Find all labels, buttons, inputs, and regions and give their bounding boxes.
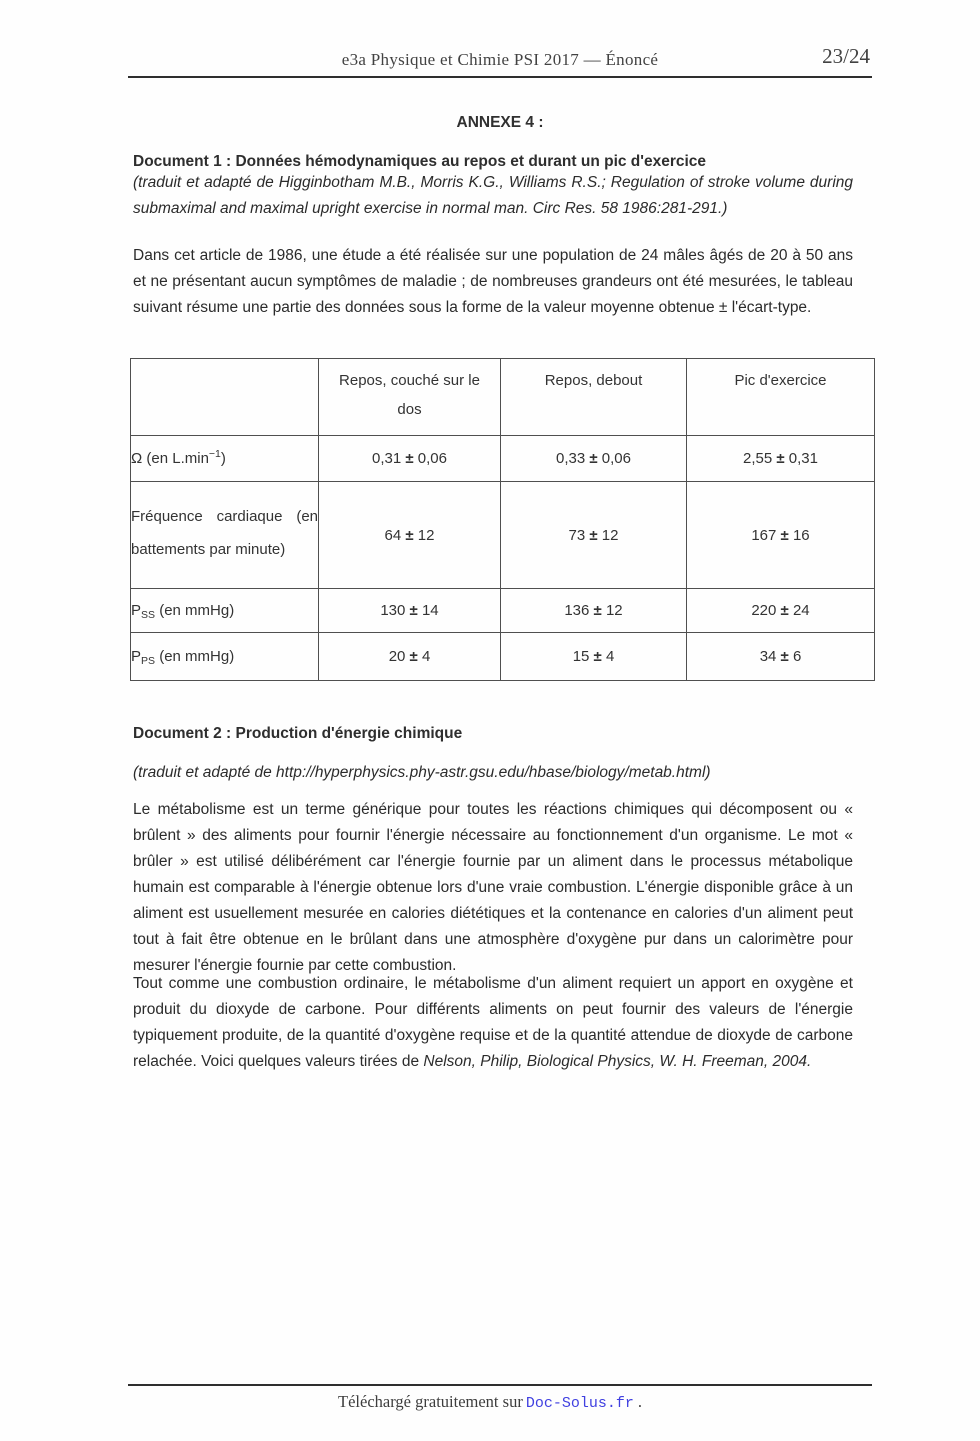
- table-value-cell: 136 ± 12: [501, 589, 687, 633]
- doc-solus-link[interactable]: Doc-Solus.fr: [525, 1395, 634, 1412]
- table-value-cell: 0,31 ± 0,06: [319, 436, 501, 482]
- table-value-cell: 0,33 ± 0,06: [501, 436, 687, 482]
- table-row: [131, 589, 875, 633]
- table-row-label-omega: Ω (en $L.\min^{-1}$): [131, 436, 319, 482]
- footer-prefix: Téléchargé gratuitement sur: [338, 1392, 523, 1411]
- doc1-heading: Document 1 : Données hémodynamiques au repos et durant un pic d'exercice: [133, 153, 707, 170]
- doc2-paragraph-1: Le métabolisme est un terme générique pour toutes les réactions chimiques qui décomposent ou « brûlent » des aliments pour fournir l'énergie nécessaire au fonctionnement d'un organisme. Le mot « brûler » est utilisé délibérément car l'énergie fournie par un aliment dans le processus métabolique humain est comparable à l'énergie obtenue lors d'une vraie combustion. L'énergie disponible grâce à un aliment est usuellement mesurée en calories diététiques et la contenance en calories d'un aliment peut tout à fait être obtenue en le brûlant dans une atmosphère d'oxygène pur dans un calorimètre pour mesurer l'énergie fournie par cette combustion.: [133, 801, 853, 974]
- table-corner-cell: [131, 359, 319, 436]
- table-row-label-pps: $P_{PS}$ (en mmHg): [131, 633, 319, 681]
- table-row-label-pss: $P_{SS}$ (en mmHg): [131, 589, 319, 633]
- annexe-title: ANNEXE 4 :: [456, 114, 544, 131]
- page-number: 23/24: [822, 44, 870, 68]
- page-header: [128, 0, 872, 80]
- header-rule: [128, 76, 872, 78]
- doc1-citation: (traduit et adapté de Higginbotham M.B., Morris K.G., Williams R.S.; Regulation of stroke volume during submaximal and maximal upright exercise in normal man. Circ Res. 58 1986:281-291.): [133, 174, 853, 217]
- footer-suffix: .: [637, 1392, 642, 1411]
- table-row: [131, 633, 875, 681]
- table-col-header-pic-exercice: Pic d'exercice: [687, 359, 875, 436]
- doc2-citation: (traduit et adapté de http://hyperphysics.phy-astr.gsu.edu/hbase/biology/metab.html): [133, 764, 711, 781]
- doc2-heading: Document 2 : Production d'énergie chimique: [133, 725, 463, 742]
- table-header-row: [131, 359, 875, 436]
- doc2-reference: Nelson, Philip, Biological Physics, W. H. Freeman, 2004.: [423, 1053, 812, 1070]
- page-footer: [0, 1392, 980, 1412]
- footer-rule: [128, 1384, 872, 1386]
- hemodynamics-table: [130, 358, 875, 681]
- table-value-cell: 167 ± 16: [687, 482, 875, 589]
- table-value-cell: 34 ± 6: [687, 633, 875, 681]
- doc2-paragraph-2: Tout comme une combustion ordinaire, le métabolisme d'un aliment requiert un apport en oxygène et produit du dioxyde de carbone. Pour différents aliments on peut fournir des valeurs de l'énergie typiquement produite, de la quantité d'oxygène requise et de la quantité attendue de dioxyde de carbone relachée. Voici quelques valeurs tirées de Nelson, Philip, Biological Physics, W. H. Freeman, 2004.: [133, 975, 853, 1070]
- table-row: [131, 436, 875, 482]
- table-col-header-repos-couche: Repos, couché sur le dos: [319, 359, 501, 436]
- header-title: e3a Physique et Chimie PSI 2017 — Énoncé: [341, 50, 659, 69]
- table-value-cell: 15 ± 4: [501, 633, 687, 681]
- table-value-cell: 20 ± 4: [319, 633, 501, 681]
- table-value-cell: 2,55 ± 0,31: [687, 436, 875, 482]
- table-value-cell: 130 ± 14: [319, 589, 501, 633]
- table-row: [131, 482, 875, 589]
- table-value-cell: 220 ± 24: [687, 589, 875, 633]
- table-row-label-frequence: Fréquence cardiaque (en battements par minute): [131, 482, 319, 589]
- table-value-cell: 64 ± 12: [319, 482, 501, 589]
- table-col-header-repos-debout: Repos, debout: [501, 359, 687, 436]
- table-value-cell: 73 ± 12: [501, 482, 687, 589]
- doc1-intro-paragraph: Dans cet article de 1986, une étude a été réalisée sur une population de 24 mâles âgés de 20 à 50 ans et ne présentant aucun symptômes de maladie ; de nombreuses grandeurs ont été mesurées, le tableau suivant résume une partie des données sous la forme de la valeur moyenne obtenue ± l'écart-type.: [133, 247, 853, 316]
